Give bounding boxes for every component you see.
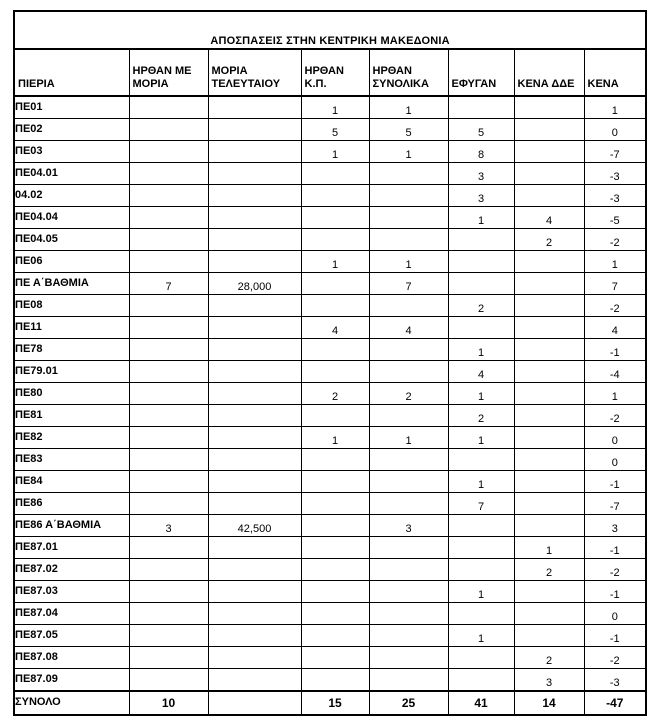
column-header-perioxi-line2: ΠΙΕΡΙΑ [18,78,55,91]
table-row [14,581,646,603]
cell-irthan_me_moria[interactable] [129,647,208,669]
table-row [14,603,646,625]
cell-kena[interactable]: -7 [584,141,646,163]
cell-irthan_me_moria[interactable] [129,537,208,559]
cell-efygan[interactable] [448,537,514,559]
cell-kena[interactable]: 0 [584,427,646,449]
cell-irthan_kp[interactable] [301,449,369,471]
cell-kena[interactable]: 0 [584,449,646,471]
cell-kena_dde[interactable] [514,581,584,603]
cell-kena_dde[interactable] [514,471,584,493]
table-row [14,405,646,427]
cell-irthan_synolika[interactable] [369,625,448,647]
row-label-cell[interactable]: ΠΕ87.04 [14,603,129,625]
cell-efygan[interactable] [448,515,514,537]
cell-irthan_me_moria[interactable] [129,207,208,229]
cell-moria_teleutaiou[interactable] [208,163,301,185]
row-label-cell[interactable]: ΠΕ04.04 [14,207,129,229]
cell-kena_dde[interactable] [514,339,584,361]
row-label-cell[interactable]: ΠΕ86 Α΄ΒΑΘΜΙΑ [14,515,129,537]
column-header-irthan-kp-line2: Κ.Π. [304,78,327,91]
table-row [14,229,646,251]
cell-moria_teleutaiou[interactable]: 28,000 [208,273,301,295]
row-label-cell[interactable]: ΠΕ83 [14,449,129,471]
cell-irthan_kp[interactable] [301,515,369,537]
cell-irthan_me_moria[interactable]: 10 [129,691,208,715]
cell-moria_teleutaiou[interactable] [208,119,301,141]
table-row [14,383,646,405]
table-row [14,559,646,581]
cell-moria_teleutaiou[interactable] [208,493,301,515]
table-row [14,96,646,119]
cell-kena[interactable]: -1 [584,581,646,603]
cell-irthan_kp[interactable] [301,207,369,229]
row-label-cell[interactable]: ΠΕ87.01 [14,537,129,559]
cell-irthan_synolika[interactable]: 1 [369,251,448,273]
table-row [14,185,646,207]
cell-kena_dde[interactable]: 3 [514,669,584,692]
cell-kena_dde[interactable] [514,119,584,141]
cell-moria_teleutaiou[interactable] [208,405,301,427]
row-label-cell[interactable]: ΠΕ02 [14,119,129,141]
cell-efygan[interactable]: 1 [448,625,514,647]
table-row [14,493,646,515]
cell-irthan_synolika[interactable]: 1 [369,427,448,449]
cell-irthan_me_moria[interactable] [129,427,208,449]
cell-irthan_kp[interactable] [301,163,369,185]
row-label-cell[interactable]: ΠΕ11 [14,317,129,339]
cell-kena[interactable]: 3 [584,515,646,537]
row-label-cell[interactable]: ΠΕ87.09 [14,669,129,692]
column-header-irthan-me-moria-line1: ΗΡΘΑΝ ΜΕ [132,64,192,77]
cell-efygan[interactable] [448,669,514,692]
cell-efygan[interactable]: 1 [448,581,514,603]
table-row [14,471,646,493]
cell-kena_dde[interactable] [514,295,584,317]
cell-irthan_synolika[interactable] [369,449,448,471]
cell-kena[interactable]: -1 [584,471,646,493]
cell-irthan_me_moria[interactable] [129,449,208,471]
cell-efygan[interactable]: 5 [448,119,514,141]
cell-kena[interactable]: -1 [584,339,646,361]
cell-kena[interactable]: 1 [584,251,646,273]
cell-efygan[interactable]: 3 [448,163,514,185]
cell-irthan_me_moria[interactable] [129,96,208,119]
table-header-row [14,49,646,96]
cell-irthan_synolika[interactable]: 2 [369,383,448,405]
cell-kena_dde[interactable] [514,163,584,185]
cell-irthan_kp[interactable] [301,273,369,295]
cell-kena[interactable]: -2 [584,229,646,251]
cell-kena[interactable]: -1 [584,537,646,559]
cell-irthan_synolika[interactable] [369,603,448,625]
cell-kena_dde[interactable] [514,251,584,273]
cell-kena[interactable]: 7 [584,273,646,295]
cell-efygan[interactable] [448,647,514,669]
cell-irthan_kp[interactable]: 1 [301,427,369,449]
cell-moria_teleutaiou[interactable] [208,317,301,339]
cell-kena[interactable]: 4 [584,317,646,339]
cell-irthan_me_moria[interactable] [129,339,208,361]
cell-irthan_me_moria[interactable] [129,141,208,163]
cell-irthan_kp[interactable] [301,625,369,647]
cell-kena_dde[interactable] [514,603,584,625]
cell-kena[interactable]: -2 [584,295,646,317]
cell-irthan_me_moria[interactable] [129,405,208,427]
row-label-cell[interactable]: ΠΕ78 [14,339,129,361]
cell-moria_teleutaiou[interactable]: 42,500 [208,515,301,537]
column-header-irthan-kp[interactable] [301,49,369,96]
cell-irthan_kp[interactable] [301,361,369,383]
cell-irthan_kp[interactable] [301,471,369,493]
row-label-cell[interactable]: ΠΕ84 [14,471,129,493]
column-header-perioxi[interactable] [14,49,129,96]
row-label-cell[interactable]: ΠΕ01 [14,96,129,119]
table-row [14,647,646,669]
cell-efygan[interactable]: 2 [448,295,514,317]
column-header-irthan-synolika-line2: ΣΥΝΟΛΙΚΑ [372,78,429,91]
cell-irthan_me_moria[interactable] [129,317,208,339]
cell-irthan_me_moria[interactable] [129,669,208,692]
table-row [14,273,646,295]
cell-irthan_me_moria[interactable] [129,383,208,405]
cell-kena[interactable]: -47 [584,691,646,715]
row-label-cell[interactable]: ΠΕ79.01 [14,361,129,383]
cell-irthan_synolika[interactable] [369,537,448,559]
table-row [14,537,646,559]
cell-moria_teleutaiou[interactable] [208,185,301,207]
cell-irthan_synolika[interactable] [369,361,448,383]
cell-moria_teleutaiou[interactable] [208,449,301,471]
cell-kena[interactable]: 1 [584,96,646,119]
cell-moria_teleutaiou[interactable] [208,581,301,603]
cell-efygan[interactable] [448,317,514,339]
cell-kena_dde[interactable]: 1 [514,537,584,559]
row-label-cell[interactable]: ΠΕ80 [14,383,129,405]
table-row [14,625,646,647]
cell-moria_teleutaiou[interactable] [208,603,301,625]
cell-kena[interactable]: -7 [584,493,646,515]
table-body [14,11,646,715]
table-row [14,207,646,229]
cell-efygan[interactable] [448,603,514,625]
cell-irthan_synolika[interactable] [369,163,448,185]
cell-moria_teleutaiou[interactable] [208,647,301,669]
cell-moria_teleutaiou[interactable] [208,471,301,493]
cell-efygan[interactable]: 1 [448,471,514,493]
cell-efygan[interactable]: 7 [448,493,514,515]
column-header-efygan[interactable] [448,49,514,96]
cell-irthan_synolika[interactable] [369,471,448,493]
cell-irthan_kp[interactable]: 1 [301,251,369,273]
cell-irthan_kp[interactable] [301,339,369,361]
column-header-irthan-kp-line1: ΗΡΘΑΝ [304,64,344,77]
column-header-irthan-synolika-line1: ΗΡΘΑΝ [372,64,412,77]
cell-irthan_kp[interactable] [301,559,369,581]
cell-kena_dde[interactable] [514,383,584,405]
row-label-cell[interactable]: ΠΕ87.02 [14,559,129,581]
row-label-cell[interactable]: ΠΕ06 [14,251,129,273]
cell-efygan[interactable]: 3 [448,185,514,207]
table-row [14,163,646,185]
cell-irthan_synolika[interactable] [369,295,448,317]
cell-kena_dde[interactable] [514,493,584,515]
row-label-cell[interactable]: ΠΕ86 [14,493,129,515]
cell-moria_teleutaiou[interactable] [208,295,301,317]
cell-irthan_me_moria[interactable] [129,493,208,515]
cell-irthan_synolika[interactable] [369,647,448,669]
table-row [14,361,646,383]
cell-irthan_me_moria[interactable] [129,603,208,625]
cell-irthan_kp[interactable] [301,603,369,625]
cell-moria_teleutaiou[interactable] [208,361,301,383]
cell-kena[interactable]: -2 [584,559,646,581]
cell-irthan_synolika[interactable] [369,669,448,692]
cell-irthan_synolika[interactable] [369,185,448,207]
cell-irthan_kp[interactable] [301,581,369,603]
column-header-irthan-me-moria-line2: ΜΟΡΙΑ [132,78,169,91]
cell-efygan[interactable]: 4 [448,361,514,383]
cell-moria_teleutaiou[interactable] [208,339,301,361]
cell-irthan_synolika[interactable]: 1 [369,141,448,163]
cell-kena[interactable]: -3 [584,163,646,185]
cell-kena[interactable]: -4 [584,361,646,383]
table-row [14,515,646,537]
cell-kena[interactable]: -2 [584,405,646,427]
cell-moria_teleutaiou[interactable] [208,229,301,251]
cell-efygan[interactable] [448,273,514,295]
cell-irthan_me_moria[interactable] [129,185,208,207]
cell-efygan[interactable]: 2 [448,405,514,427]
cell-moria_teleutaiou[interactable] [208,141,301,163]
cell-irthan_me_moria[interactable] [129,471,208,493]
cell-irthan_me_moria[interactable] [129,295,208,317]
cell-irthan_me_moria[interactable] [129,229,208,251]
cell-efygan[interactable] [448,96,514,119]
cell-irthan_me_moria[interactable]: 7 [129,273,208,295]
row-label-cell[interactable]: ΠΕ87.05 [14,625,129,647]
cell-irthan_synolika[interactable] [369,207,448,229]
cell-irthan_kp[interactable] [301,493,369,515]
cell-efygan[interactable]: 41 [448,691,514,715]
table-row [14,339,646,361]
cell-moria_teleutaiou[interactable] [208,207,301,229]
table-row [14,295,646,317]
table-row [14,669,646,692]
cell-kena[interactable]: -5 [584,207,646,229]
cell-irthan_kp[interactable] [301,669,369,692]
cell-efygan[interactable] [448,559,514,581]
cell-kena_dde[interactable] [514,625,584,647]
cell-efygan[interactable] [448,229,514,251]
column-header-irthan-me-moria[interactable] [129,49,208,96]
cell-efygan[interactable]: 1 [448,427,514,449]
cell-efygan[interactable] [448,449,514,471]
cell-irthan_kp[interactable] [301,185,369,207]
cell-kena[interactable]: -2 [584,647,646,669]
cell-irthan_synolika[interactable] [369,559,448,581]
cell-irthan_me_moria[interactable] [129,361,208,383]
cell-irthan_kp[interactable]: 1 [301,96,369,119]
cell-moria_teleutaiou[interactable] [208,383,301,405]
row-label-cell[interactable]: ΠΕ03 [14,141,129,163]
cell-irthan_synolika[interactable] [369,339,448,361]
cell-kena_dde[interactable]: 2 [514,647,584,669]
cell-kena[interactable]: -3 [584,669,646,692]
cell-irthan_kp[interactable] [301,537,369,559]
column-header-kena-dde[interactable] [514,49,584,96]
table-row [14,141,646,163]
cell-irthan_synolika[interactable] [369,493,448,515]
cell-kena_dde[interactable] [514,427,584,449]
column-header-efygan-line2: ΕΦΥΓΑΝ [451,78,497,91]
cell-kena_dde[interactable] [514,273,584,295]
table-row [14,119,646,141]
cell-efygan[interactable] [448,251,514,273]
cell-kena_dde[interactable] [514,361,584,383]
column-header-kena-dde-line2: ΚΕΝΑ ΔΔΕ [517,78,575,91]
cell-kena[interactable]: 0 [584,603,646,625]
column-header-irthan-synolika[interactable] [369,49,448,96]
cell-kena[interactable]: 1 [584,383,646,405]
cell-irthan_synolika[interactable]: 25 [369,691,448,715]
table-row [14,317,646,339]
cell-moria_teleutaiou[interactable] [208,559,301,581]
cell-irthan_synolika[interactable] [369,581,448,603]
cell-irthan_kp[interactable] [301,295,369,317]
cell-moria_teleutaiou[interactable] [208,669,301,692]
cell-moria_teleutaiou[interactable] [208,691,301,715]
cell-moria_teleutaiou[interactable] [208,96,301,119]
cell-kena_dde[interactable] [514,405,584,427]
cell-irthan_synolika[interactable]: 7 [369,273,448,295]
row-label-cell[interactable]: ΠΕ04.05 [14,229,129,251]
row-label-cell[interactable]: ΠΕ04.01 [14,163,129,185]
cell-irthan_synolika[interactable]: 3 [369,515,448,537]
cell-irthan_kp[interactable]: 15 [301,691,369,715]
cell-irthan_me_moria[interactable] [129,625,208,647]
cell-irthan_synolika[interactable] [369,229,448,251]
cell-irthan_synolika[interactable]: 1 [369,96,448,119]
cell-irthan_synolika[interactable]: 5 [369,119,448,141]
column-header-moria-teleutaiou-line1: ΜΟΡΙΑ [211,64,248,77]
cell-kena_dde[interactable] [514,96,584,119]
cell-kena_dde[interactable] [514,317,584,339]
cell-irthan_kp[interactable]: 2 [301,383,369,405]
cell-kena_dde[interactable] [514,141,584,163]
cell-kena_dde[interactable] [514,185,584,207]
cell-irthan_me_moria[interactable] [129,163,208,185]
cell-efygan[interactable]: 1 [448,383,514,405]
title-row [14,11,646,49]
cell-kena_dde[interactable] [514,515,584,537]
cell-irthan_kp[interactable] [301,405,369,427]
row-label-cell[interactable]: ΠΕ81 [14,405,129,427]
cell-irthan_kp[interactable]: 4 [301,317,369,339]
cell-kena[interactable]: 0 [584,119,646,141]
cell-irthan_synolika[interactable]: 4 [369,317,448,339]
column-header-moria-teleutaiou[interactable] [208,49,301,96]
cell-kena_dde[interactable]: 2 [514,229,584,251]
cell-irthan_kp[interactable]: 1 [301,141,369,163]
cell-irthan_me_moria[interactable]: 3 [129,515,208,537]
cell-irthan_me_moria[interactable] [129,119,208,141]
table-row [14,251,646,273]
cell-moria_teleutaiou[interactable] [208,537,301,559]
row-label-cell[interactable]: 04.02 [14,185,129,207]
cell-kena[interactable]: -1 [584,625,646,647]
cell-efygan[interactable]: 1 [448,339,514,361]
cell-kena_dde[interactable] [514,449,584,471]
cell-kena_dde[interactable]: 14 [514,691,584,715]
row-label-cell[interactable]: ΠΕ82 [14,427,129,449]
cell-kena[interactable]: -3 [584,185,646,207]
row-label-cell[interactable]: ΠΕ08 [14,295,129,317]
column-header-kena-line2: ΚΕΝΑ [587,78,619,91]
column-header-kena[interactable] [584,49,646,96]
cell-kena_dde[interactable]: 4 [514,207,584,229]
cell-irthan_kp[interactable]: 5 [301,119,369,141]
cell-moria_teleutaiou[interactable] [208,427,301,449]
table-row [14,449,646,471]
column-header-moria-teleutaiou-line2: ΤΕΛΕΥΤΑΙΟΥ [211,78,281,91]
cell-irthan_me_moria[interactable] [129,251,208,273]
row-label-cell[interactable]: ΠΕ87.03 [14,581,129,603]
total-label-cell[interactable]: ΣΥΝΟΛΟ [14,691,129,715]
cell-irthan_kp[interactable] [301,647,369,669]
row-label-cell[interactable]: ΠΕ87.08 [14,647,129,669]
cell-irthan_synolika[interactable] [369,405,448,427]
deployments-table [13,10,647,716]
row-label-cell[interactable]: ΠΕ Α΄ΒΑΘΜΙΑ [14,273,129,295]
cell-efygan[interactable]: 1 [448,207,514,229]
table-row [14,427,646,449]
page-title: ΑΠΟΣΠΑΣΕΙΣ ΣΤΗΝ ΚΕΝΤΡΙΚΗ ΜΑΚΕΔΟΝΙΑ [14,11,646,49]
cell-moria_teleutaiou[interactable] [208,251,301,273]
cell-irthan_me_moria[interactable] [129,559,208,581]
cell-efygan[interactable]: 8 [448,141,514,163]
table-total-row [14,691,646,715]
cell-irthan_kp[interactable] [301,229,369,251]
cell-kena_dde[interactable]: 2 [514,559,584,581]
cell-irthan_me_moria[interactable] [129,581,208,603]
cell-moria_teleutaiou[interactable] [208,625,301,647]
